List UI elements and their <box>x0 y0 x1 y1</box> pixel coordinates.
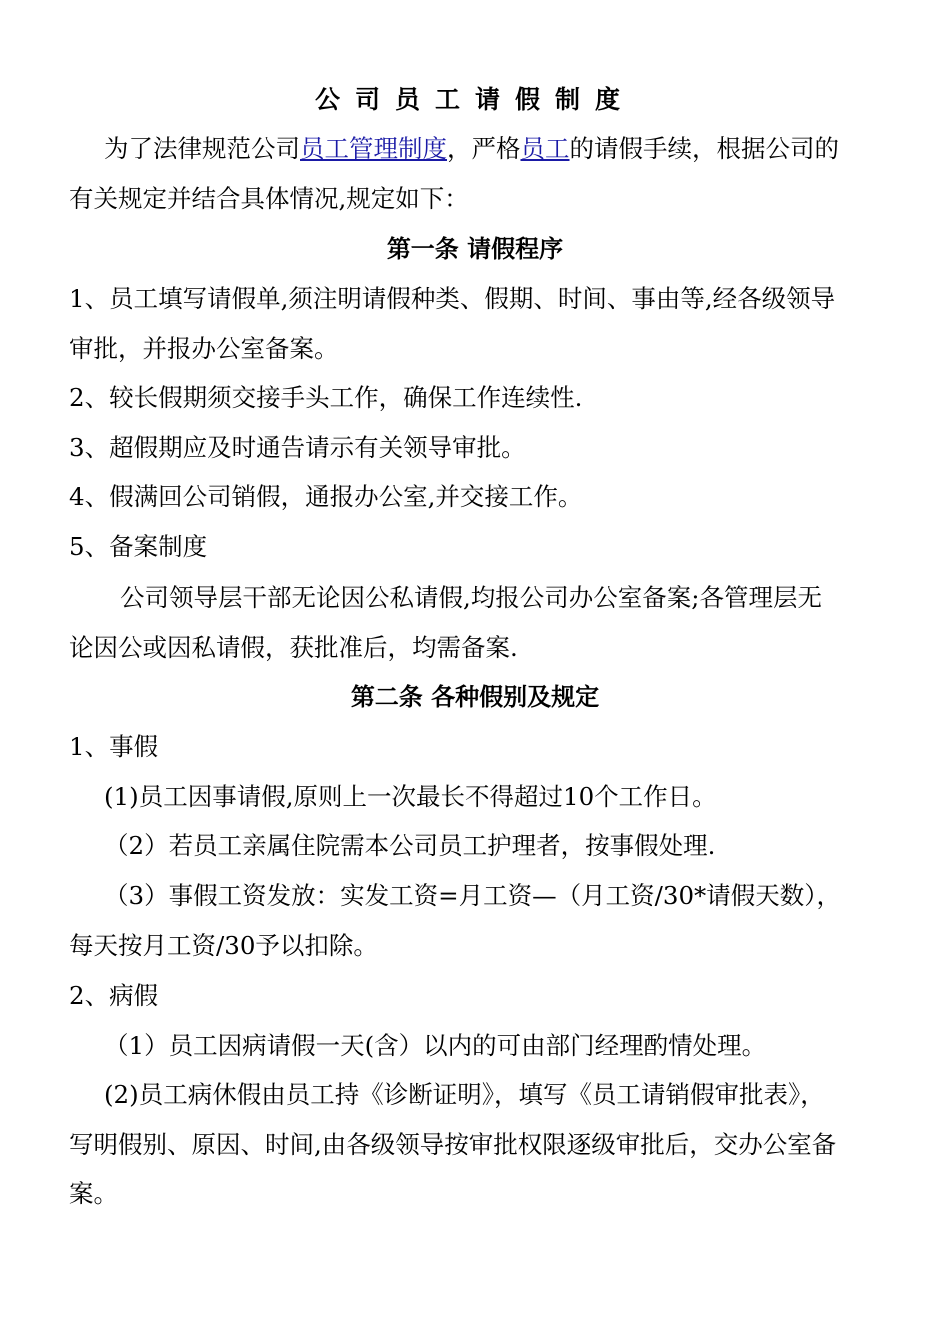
s1-item1-line1: 1、员工填写请假单,须注明请假种类、假期、时间、事由等,经各级领导 <box>69 284 836 313</box>
intro-line-1 <box>104 132 839 166</box>
s2-leave2-2-line2: 写明假别、原因、时间,由各级领导按审批权限逐级审批后，交办公室备 <box>69 1130 837 1159</box>
section2-heading: 第二条 各种假别及规定 <box>350 683 600 711</box>
s2-leave1-3-line1: （3）事假工资发放：实发工资=月工资—（月工资/30*请假天数）， <box>104 881 842 910</box>
s1-item2: 2、较长假期须交接手头工作，确保工作连续性. <box>69 383 583 412</box>
intro-text-3: 的请假手续，根据公司的 <box>569 134 839 163</box>
s1-item5-para-line1: 公司领导层干部无论因公私请假,均报公司办公室备案;各管理层无 <box>120 583 823 612</box>
s2-leave1-1: (1)员工因事请假,原则上一次最长不得超过10个工作日。 <box>104 782 717 811</box>
s2-leave1-3-line2: 每天按月工资/30予以扣除。 <box>69 931 378 960</box>
intro-line-2: 有关规定并结合具体情况,规定如下： <box>69 184 469 213</box>
s2-leave1: 1、事假 <box>69 732 159 761</box>
s1-item5: 5、备案制度 <box>69 532 208 561</box>
link-employee[interactable]: 员工 <box>520 134 570 163</box>
s2-leave2-1: （1）员工因病请假一天(含）以内的可由部门经理酌情处理。 <box>104 1031 767 1060</box>
section1-heading: 第一条 请假程序 <box>386 235 564 263</box>
s2-leave2: 2、病假 <box>69 981 159 1010</box>
page-title: 公司员工请假制度 <box>314 85 635 114</box>
link-employee-management[interactable]: 员工管理制度 <box>300 134 447 163</box>
s2-leave2-2-line1: (2)员工病休假由员工持《诊断证明》，填写《员工请销假审批表》， <box>104 1080 825 1109</box>
intro-text-1: 为了法律规范公司 <box>104 134 300 163</box>
s1-item3: 3、超假期应及时通告请示有关领导审批。 <box>69 433 526 462</box>
s2-leave2-2-line3: 案。 <box>69 1179 118 1208</box>
s2-leave1-2: （2）若员工亲属住院需本公司员工护理者，按事假处理. <box>104 831 716 860</box>
s1-item4: 4、假满回公司销假，通报办公室,并交接工作。 <box>69 482 583 511</box>
intro-text-2: ，严格 <box>447 134 521 163</box>
s1-item5-para-line2: 论因公或因私请假，获批准后，均需备案. <box>69 633 518 662</box>
s1-item1-line2: 审批，并报办公室备案。 <box>69 334 339 363</box>
